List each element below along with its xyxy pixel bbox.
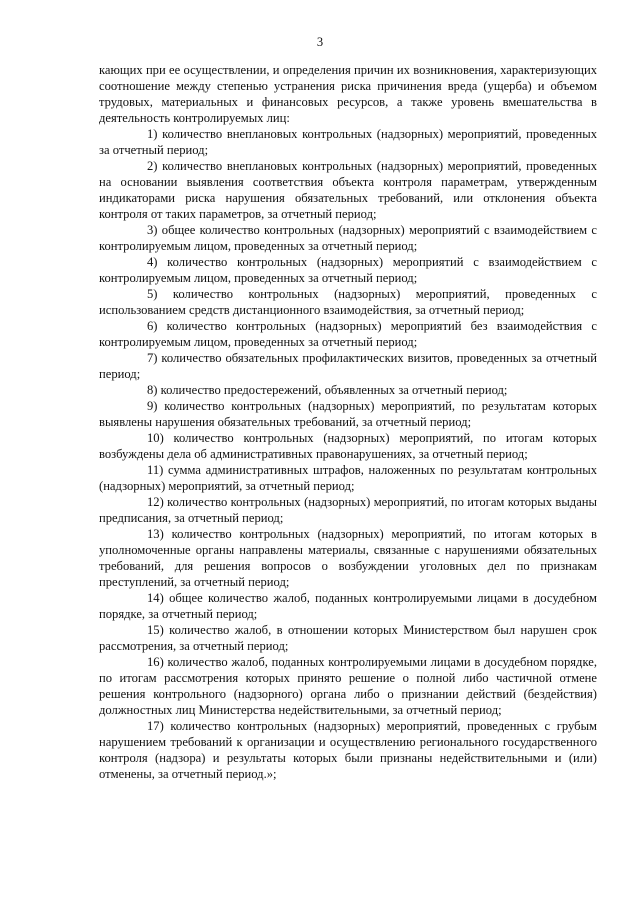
list-item-4: 4) количество контрольных (надзорных) мероприятий с взаимодействием с контролируемым лицом, проведенных за отчетный период; — [99, 255, 597, 285]
list-item-3: 3) общее количество контрольных (надзорных) мероприятий с взаимодействием с контролируемым лицом, проведенных за отчетный период; — [99, 223, 597, 253]
list-item-2: 2) количество внеплановых контрольных (надзорных) мероприятий, проведенных на основании выявления соответствия объекта контроля параметрам, утвержденным индикаторами риска нарушения обязательных требований, или отклонения объекта контроля от таких параметров, за отчетный период; — [99, 159, 597, 221]
document-body — [99, 62, 597, 782]
list-item-6: 6) количество контрольных (надзорных) мероприятий без взаимодействия с контролируемым лицом, проведенных за отчетный период; — [99, 319, 597, 349]
list-item-1: 1) количество внеплановых контрольных (надзорных) мероприятий, проведенных за отчетный период; — [99, 127, 597, 157]
list-item-17: 17) количество контрольных (надзорных) мероприятий, проведенных с грубым нарушением требований к организации и осуществлению регионального государственного контроля (надзора) и результаты которых были признаны недействительными и (или) отменены, за отчетный период.»; — [99, 719, 597, 781]
list-item-15: 15) количество жалоб, в отношении которых Министерством был нарушен срок рассмотрения, за отчетный период; — [99, 623, 597, 653]
list-item-9: 9) количество контрольных (надзорных) мероприятий, по результатам которых выявлены нарушения обязательных требований, за отчетный период; — [99, 399, 597, 429]
list-item-10: 10) количество контрольных (надзорных) мероприятий, по итогам которых возбуждены дела об административных правонарушениях, за отчетный период; — [99, 431, 597, 461]
list-item-13: 13) количество контрольных (надзорных) мероприятий, по итогам которых в уполномоченные органы направлены материалы, связанные с нарушениями обязательных требований, для решения вопросов о возбуждении уголовных дел по признакам преступлений, за отчетный период; — [99, 527, 597, 589]
list-item-11: 11) сумма административных штрафов, наложенных по результатам контрольных (надзорных) мероприятий, за отчетный период; — [99, 463, 597, 493]
list-item-5: 5) количество контрольных (надзорных) мероприятий, проведенных с использованием средств дистанционного взаимодействия, за отчетный период; — [99, 287, 597, 317]
list-item-8: 8) количество предостережений, объявленных за отчетный период; — [147, 383, 508, 397]
list-item-7: 7) количество обязательных профилактических визитов, проведенных за отчетный период; — [99, 351, 597, 381]
list-item-14: 14) общее количество жалоб, поданных контролируемыми лицами в досудебном порядке, за отчетный период; — [99, 591, 597, 621]
intro-paragraph: кающих при ее осуществлении, и определения причин их возникновения, характеризующих соотношение между степенью устранения риска причинения вреда (ущерба) и объемом трудовых, материальных и финансовых ресурсов, а также уровень вмешательства в деятельность контролируемых лиц: — [99, 63, 597, 125]
list-item-12: 12) количество контрольных (надзорных) мероприятий, по итогам которых выданы предписания, за отчетный период; — [99, 495, 597, 525]
list-item-16: 16) количество жалоб, поданных контролируемыми лицами в досудебном порядке, по итогам рассмотрения которых принято решение о полной либо частичной отмене решения контрольного (надзорного) органа либо о признании действий (бездействия) должностных лиц Министерства недействительными, за отчетный период; — [99, 655, 597, 717]
page-number: 3 — [316, 35, 324, 49]
